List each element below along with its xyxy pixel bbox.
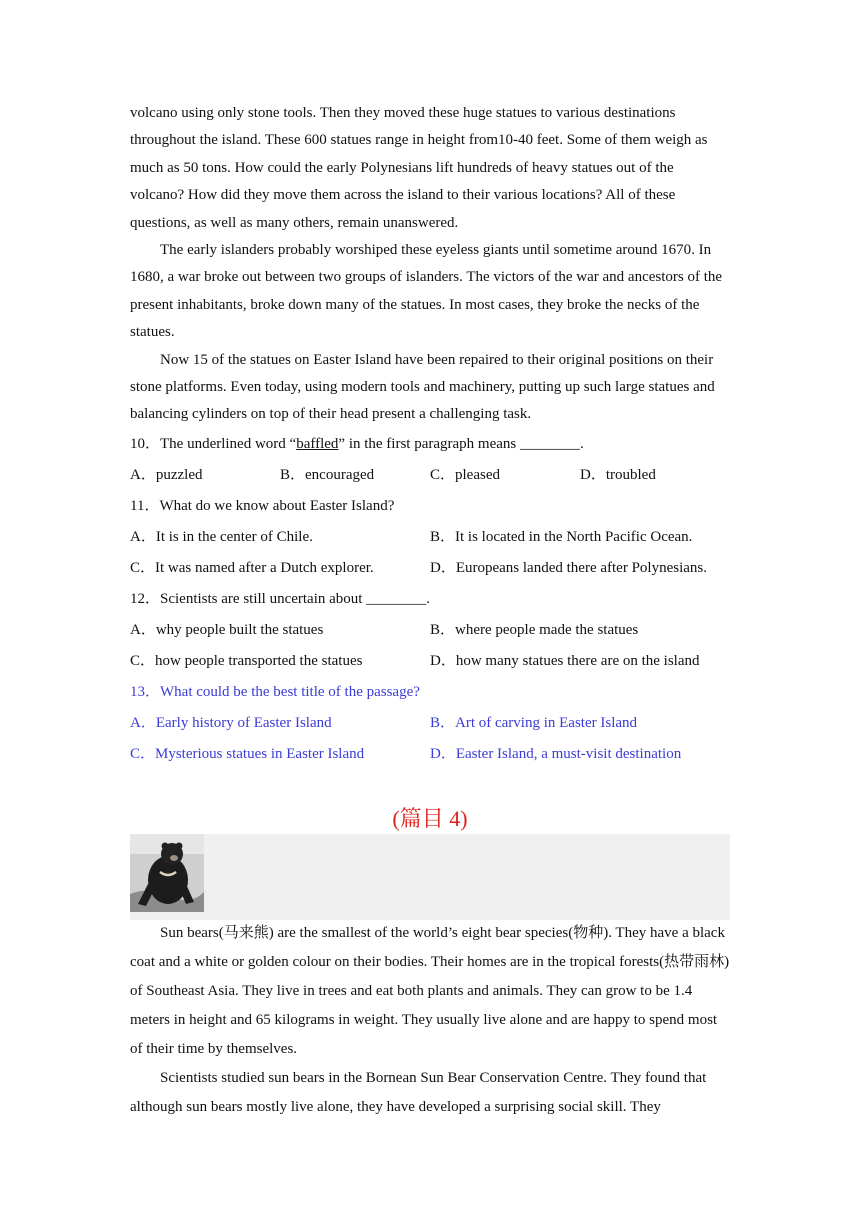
question-11-option-d: D．Europeans landed there after Polynesians.	[430, 560, 707, 576]
question-12-stem: 12．Scientists are still uncertain about ________.	[130, 591, 430, 607]
question-13-option-b: B．Art of carving in Easter Island	[430, 715, 638, 731]
passage3-paragraph-3: Now 15 of the statues on Easter Island have been repaired to their original positions on their stone platforms. Even today, using modern tools and machinery, putting up such large statues and balancing cylinders on top of their head present a challenging task.	[130, 351, 715, 423]
question-12-option-b: B．where people made the statues	[430, 622, 639, 638]
question-10-option-a: A．puzzled	[130, 467, 203, 483]
question-11-option-c: C．It was named after a Dutch explorer.	[130, 560, 374, 576]
question-13-option-d: D．Easter Island, a must-visit destination	[430, 746, 682, 762]
question-13-stem: 13．What could be the best title of the passage?	[130, 684, 420, 700]
passage4-paragraph-2: Scientists studied sun bears in the Bornean Sun Bear Conservation Centre. They found that although sun bears mostly live alone, they have developed a surprising social skill. They	[130, 1070, 707, 1115]
question-12-option-d: D．how many statues there are on the island	[430, 653, 700, 669]
passage-4-heading: (篇目 4)	[392, 806, 468, 831]
passage3-body	[130, 100, 730, 429]
question-12-option-a: A．why people built the statues	[130, 622, 324, 638]
passage3-paragraph-2: The early islanders probably worshiped these eyeless giants until sometime around 1670. In 1680, a war broke out between two groups of islanders. The victors of the war and ancestors of the present inhabitants, broke down many of the statues. In most cases, they broke the necks of the statues.	[130, 242, 723, 341]
question-13-option-a: A．Early history of Easter Island	[130, 715, 332, 731]
passage4-body	[130, 919, 730, 1122]
question-13-option-c: C．Mysterious statues in Easter Island	[130, 746, 365, 762]
underlined-word: baffled	[296, 436, 339, 452]
question-11-option-b: B．It is located in the North Pacific Ocean.	[430, 529, 693, 545]
image-band	[130, 834, 730, 920]
passage4-paragraph-1: Sun bears(马来熊) are the smallest of the world’s eight bear species(物种). They have a black coat and a white or golden colour on their bodies. Their homes are in the tropical forests(热带雨林) of Southeast Asia. They live in trees and eat both plants and animals. They can grow to be 1.4 meters in height and 65 kilograms in weight. They usually live alone and are happy to spend most of their time by themselves.	[130, 925, 730, 1057]
question-12-option-c: C．how people transported the statues	[130, 653, 363, 669]
question-11-option-a: A．It is in the center of Chile.	[130, 529, 313, 545]
question-10-stem: 10．The underlined word “baffled” in the first paragraph means ________.	[130, 436, 584, 452]
passage3-paragraph-1-tail: volcano using only stone tools. Then they moved these huge statues to various destinations throughout the island. These 600 statues range in height from10-40 feet. Some of them weigh as much as 50 tons. How could the early Polynesians lift hundreds of heavy statues out of the volcano? How did they move them across the island to their various locations? All of these questions, as well as many others, remain unanswered.	[130, 105, 708, 231]
question-10-option-c: C．pleased	[430, 467, 500, 483]
sun-bear-photo	[130, 834, 204, 912]
question-11-stem: 11．What do we know about Easter Island?	[130, 498, 395, 514]
question-10-option-b: B．encouraged	[280, 467, 375, 483]
question-10-option-d: D．troubled	[580, 467, 656, 483]
